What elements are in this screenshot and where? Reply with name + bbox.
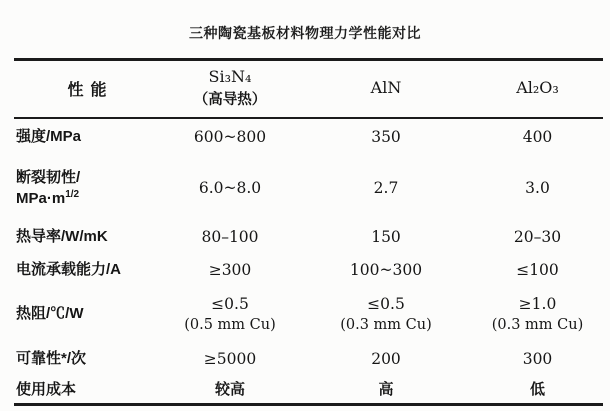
- value-cell: 150: [371, 228, 401, 247]
- value-cell: ≥300: [208, 261, 252, 280]
- value-note: (0.3 mm Cu): [491, 317, 584, 334]
- row-label: 热阻/℃/W: [16, 305, 84, 323]
- value-note: (0.3 mm Cu): [340, 317, 432, 334]
- header-material-al2o3: [472, 60, 603, 118]
- material-formula: Al₂O₃: [516, 78, 559, 98]
- value-main: ≤0.5: [367, 295, 405, 313]
- material-formula: Si₃N₄: [208, 67, 252, 87]
- value-cell: 高: [378, 381, 394, 398]
- row-label: 电流承载能力/A: [16, 261, 122, 279]
- header-property: 性能: [67, 82, 114, 100]
- material-qualifier: （高导热）: [193, 92, 267, 109]
- value-cell: 较高: [214, 381, 245, 398]
- value-note: (0.5 mm Cu): [184, 317, 276, 334]
- table-row-reliability: [14, 343, 603, 377]
- value-cell: [472, 287, 603, 343]
- row-label: 热导率/W/mK: [16, 228, 108, 246]
- value-cell: 80–100: [201, 228, 259, 247]
- row-label: 强度/MPa: [16, 128, 82, 146]
- header-row: [14, 60, 603, 118]
- value-cell: ≥5000: [203, 350, 257, 369]
- table-row-cost: [14, 377, 603, 405]
- value-cell: 100~300: [349, 261, 423, 280]
- table-caption: 三种陶瓷基板材料物理力学性能对比: [189, 25, 421, 41]
- value-cell: 400: [522, 128, 553, 147]
- scanned-page: [0, 23, 610, 411]
- table-row-fracture-toughness: [14, 157, 603, 221]
- table-row-current-capacity: [14, 255, 603, 287]
- table-row-strength: [14, 118, 603, 157]
- table-row-thermal-resistance: [14, 287, 603, 343]
- header-material-si3n4: [160, 60, 300, 118]
- value-cell: 2.7: [373, 179, 399, 198]
- value-main: ≥1.0: [518, 295, 557, 313]
- value-cell: 200: [371, 350, 401, 369]
- value-cell: 350: [371, 128, 401, 147]
- value-cell: 300: [522, 350, 553, 369]
- row-label: 可靠性*/次: [16, 350, 87, 368]
- material-formula: AlN: [370, 78, 402, 98]
- label-line2: $MPa\cdot m^{1/2}$: [16, 188, 80, 207]
- value-cell: 3.0: [525, 179, 550, 198]
- value-cell: [300, 287, 472, 343]
- value-cell: [160, 287, 300, 343]
- value-cell: ≤100: [516, 261, 559, 280]
- value-cell: 20–30: [513, 228, 562, 247]
- header-material-aln: [300, 60, 472, 118]
- value-cell: 低: [529, 381, 545, 398]
- value-main: ≤0.5: [211, 295, 249, 313]
- superscript: 1/2: [65, 188, 80, 200]
- value-cell: 600~800: [193, 128, 267, 147]
- row-label: 使用成本: [16, 380, 77, 398]
- value-cell: 6.0~8.0: [198, 179, 262, 198]
- row-label: [14, 157, 160, 221]
- material-comparison-table: [14, 58, 603, 406]
- label-line1: 断裂韧性/: [16, 169, 81, 187]
- table-row-thermal-conductivity: [14, 221, 603, 255]
